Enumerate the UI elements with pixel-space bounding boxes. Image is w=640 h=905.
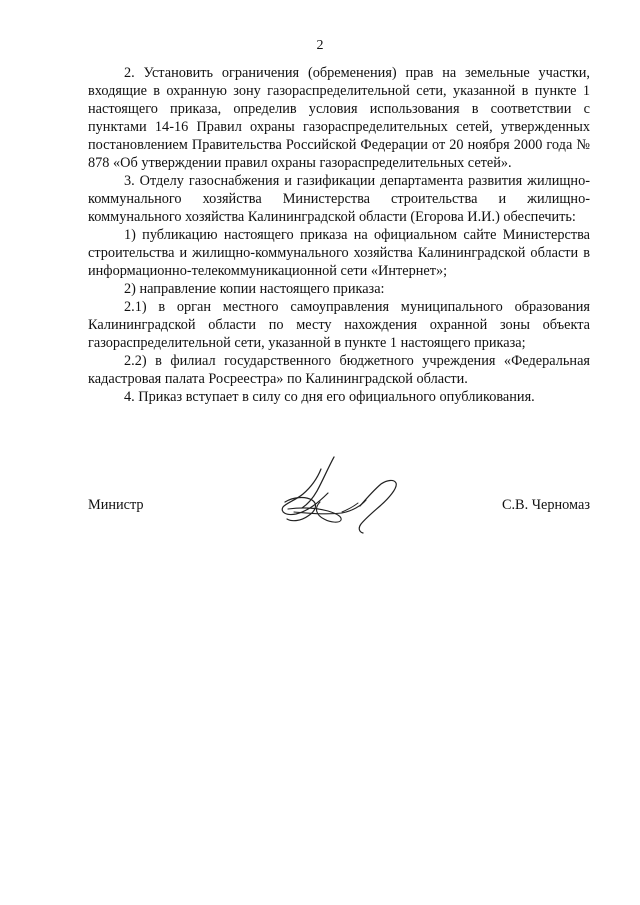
document-body	[88, 64, 590, 406]
signer-role: Министр	[88, 497, 144, 513]
handwritten-signature	[268, 450, 420, 536]
paragraph-item-3: 3. Отделу газоснабжения и газификации департамента развития жилищно-коммунального хозяйства Министерства строительства и жилищно-коммунального хозяйства Калининградской области (Егорова И.И.) обеспечить:	[88, 173, 590, 225]
signer-name: С.В. Черномаз	[501, 497, 590, 513]
signature-block	[88, 497, 590, 517]
paragraph-subitem-2-2: 2.2) в филиал государственного бюджетного учреждения «Федеральная кадастровая палата Росреестра» по Калининградской области.	[88, 353, 590, 387]
page-number: 2	[316, 38, 324, 53]
paragraph-item-2: 2. Установить ограничения (обременения) прав на земельные участки, входящие в охранную зону газораспределительной сети, указанной в пункте 1 настоящего приказа, определив условия использования в соответствии с пунктами 14-16 Правил охраны газораспределительных сетей, утвержденных постановлением Правительства Российской Федерации от 20 ноября 2000 года № 878 «Об утверждении правил охраны газораспределительных сетей».	[88, 65, 590, 171]
paragraph-item-4: 4. Приказ вступает в силу со дня его официального опубликования.	[124, 389, 535, 405]
paragraph-subitem-1: 1) публикацию настоящего приказа на официальном сайте Министерства строительства и жилищно-коммунального хозяйства Калининградской области в информационно-телекоммуникационной сети «Интернет»;	[88, 227, 590, 279]
paragraph-subitem-2: 2) направление копии настоящего приказа:	[124, 281, 385, 297]
paragraph-subitem-2-1: 2.1) в орган местного самоуправления муниципального образования Калининградской области по месту нахождения охранной зоны объекта газораспределительной сети, указанной в пункте 1 настоящего приказа;	[88, 299, 590, 351]
